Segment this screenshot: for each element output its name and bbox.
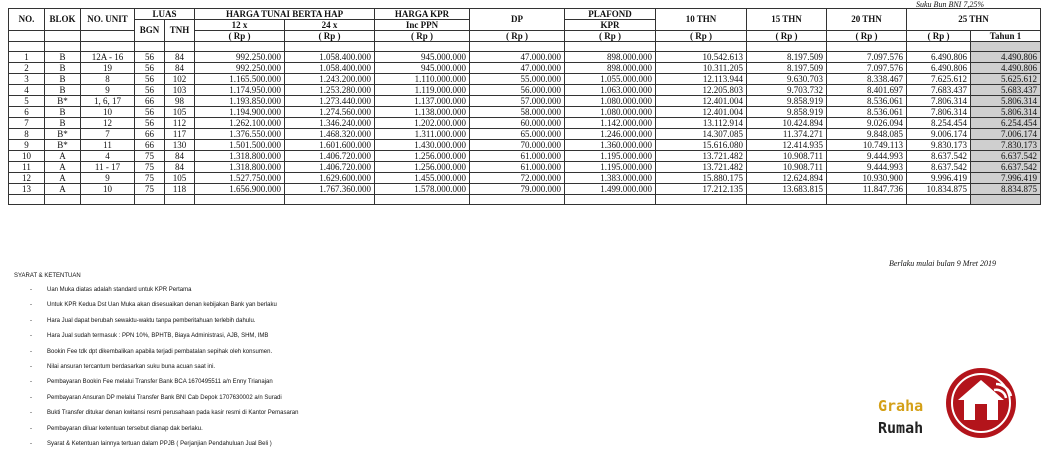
cell-plafond: 1.055.000.000 [565, 74, 656, 85]
cell-tunai-24x: 1.601.600.000 [285, 140, 375, 151]
cell-blok: B [45, 52, 81, 63]
cell-tnh: 117 [165, 129, 195, 140]
cell-20-thn: 9.444.993 [827, 162, 907, 173]
table-row [9, 96, 1041, 107]
term-item [30, 332, 670, 347]
cell-10-thn: 15.616.080 [656, 140, 747, 151]
header-row-1 [9, 9, 1041, 20]
cell-dp: 72.000.000 [470, 173, 565, 184]
cell-harga-kpr: 1.137.000.000 [375, 96, 470, 107]
cell-no: 3 [9, 74, 45, 85]
cell-tunai-12x: 992.250.000 [195, 52, 285, 63]
header-12x: 12 x [195, 20, 285, 31]
term-item [30, 348, 670, 363]
cell-no: 2 [9, 63, 45, 74]
cell-tahun-1: 7.006.174 [971, 129, 1041, 140]
bullet-dash: - [30, 287, 32, 293]
cell-no-unit: 11 - 17 [81, 162, 135, 173]
cell-tahun-1: 7.830.173 [971, 140, 1041, 151]
cell-dp: 58.000.000 [470, 107, 565, 118]
header-kpr: KPR [565, 20, 656, 31]
cell-harga-kpr: 945.000.000 [375, 52, 470, 63]
graha-rumah-logo [878, 366, 1018, 450]
logo-text-graha: Graha [878, 397, 924, 415]
cell-20-thn: 8.401.697 [827, 85, 907, 96]
cell-no-unit: 1, 6, 17 [81, 96, 135, 107]
cell-tnh: 98 [165, 96, 195, 107]
header-blok-blank [45, 31, 81, 42]
cell-tunai-24x: 1.274.560.000 [285, 107, 375, 118]
cell-10-thn: 10.311.205 [656, 63, 747, 74]
cell-bgn: 66 [135, 129, 165, 140]
cell-15-thn: 9.858.919 [747, 96, 827, 107]
cell-tnh: 105 [165, 173, 195, 184]
cell-tahun-1: 8.834.875 [971, 184, 1041, 195]
cell-no: 1 [9, 52, 45, 63]
bullet-dash: - [30, 440, 32, 447]
cell-harga-kpr: 1.578.000.000 [375, 184, 470, 195]
term-item [30, 394, 670, 409]
cell-dp: 47.000.000 [470, 63, 565, 74]
cell-dp: 61.000.000 [470, 162, 565, 173]
term-text: Bookin Fee tdk dpt dikembalikan apabila terjadi pembatalan sepihak oleh konsumen. [47, 348, 273, 355]
cell-bgn: 75 [135, 151, 165, 162]
cell-no: 7 [9, 118, 45, 129]
cell-no: 12 [9, 173, 45, 184]
terms-title: SYARAT & KETENTUAN [14, 273, 81, 279]
cell-plafond: 1.080.000.000 [565, 96, 656, 107]
cell-blok: B [45, 74, 81, 85]
cell-no-unit: 12 [81, 118, 135, 129]
cell-plafond: 1.383.000.000 [565, 173, 656, 184]
cell-plafond: 1.246.000.000 [565, 129, 656, 140]
cell-15-thn: 10.908.711 [747, 162, 827, 173]
header-rp-10: ( Rp ) [656, 31, 747, 42]
cell-20-thn: 10.930.900 [827, 173, 907, 184]
cell-tnh: 84 [165, 52, 195, 63]
term-text: Untuk KPR Kedua Dst Uan Muka akan disesuaikan denan kebijakan Bank yan berlaku [47, 302, 277, 309]
cell-tahun-1: 6.637.542 [971, 151, 1041, 162]
cell-tnh: 84 [165, 162, 195, 173]
cell-blok: B [45, 107, 81, 118]
cell-tahun-1: 5.683.437 [971, 85, 1041, 96]
cell-blok: B [45, 85, 81, 96]
cell-blok: B* [45, 140, 81, 151]
header-rp-plafond: ( Rp ) [565, 31, 656, 42]
cell-plafond: 1.499.000.000 [565, 184, 656, 195]
cell-25-thn: 7.806.314 [907, 96, 971, 107]
cell-plafond: 1.360.000.000 [565, 140, 656, 151]
cell-plafond: 898.000.000 [565, 63, 656, 74]
cell-harga-kpr: 945.000.000 [375, 63, 470, 74]
cell-tnh: 105 [165, 107, 195, 118]
cell-no-unit: 19 [81, 63, 135, 74]
cell-bgn: 66 [135, 140, 165, 151]
cell-25-thn: 8.637.542 [907, 162, 971, 173]
cell-bgn: 56 [135, 107, 165, 118]
header-15-thn: 15 THN [747, 9, 827, 31]
cell-blok: A [45, 173, 81, 184]
cell-tunai-12x: 1.194.900.000 [195, 107, 285, 118]
cell-no-unit: 8 [81, 74, 135, 85]
cell-dp: 60.000.000 [470, 118, 565, 129]
table-row [9, 107, 1041, 118]
bullet-dash: - [30, 302, 32, 309]
cell-tnh: 118 [165, 184, 195, 195]
cell-15-thn: 13.683.815 [747, 184, 827, 195]
cell-tunai-12x: 992.250.000 [195, 63, 285, 74]
cell-tunai-12x: 1.656.900.000 [195, 184, 285, 195]
term-text: Nilai ansuran tercantum berdasarkan suku buna acuan saat ini. [47, 363, 216, 370]
cell-15-thn: 10.908.711 [747, 151, 827, 162]
cell-15-thn: 10.424.894 [747, 118, 827, 129]
header-harga-tunai: HARGA TUNAI BERTA HAP [195, 9, 375, 20]
cell-10-thn: 13.721.482 [656, 151, 747, 162]
cell-dp: 57.000.000 [470, 96, 565, 107]
cell-10-thn: 14.307.085 [656, 129, 747, 140]
cell-bgn: 75 [135, 184, 165, 195]
cell-tahun-1: 5.806.314 [971, 96, 1041, 107]
cell-no-unit: 7 [81, 129, 135, 140]
cell-tnh: 130 [165, 140, 195, 151]
cell-tunai-12x: 1.262.100.000 [195, 118, 285, 129]
cell-25-thn: 9.830.173 [907, 140, 971, 151]
cell-20-thn: 9.026.094 [827, 118, 907, 129]
blank-row [9, 195, 1041, 205]
header-rp-kpr: ( Rp ) [375, 31, 470, 42]
bullet-dash: - [30, 425, 32, 432]
cell-harga-kpr: 1.430.000.000 [375, 140, 470, 151]
term-text: Bukti Transfer ditukar denan kwitansi resmi perusahaan pada kasir resmi di Kantor Pemasaran [47, 410, 299, 417]
cell-tunai-24x: 1.243.200.000 [285, 74, 375, 85]
term-item [30, 363, 670, 378]
cell-10-thn: 13.112.914 [656, 118, 747, 129]
cell-blok: A [45, 184, 81, 195]
header-20-thn: 20 THN [827, 9, 907, 31]
cell-10-thn: 10.542.613 [656, 52, 747, 63]
cell-dp: 65.000.000 [470, 129, 565, 140]
cell-tahun-1: 7.996.419 [971, 173, 1041, 184]
cell-20-thn: 8.338.467 [827, 74, 907, 85]
table-row [9, 85, 1041, 96]
cell-no: 4 [9, 85, 45, 96]
bullet-dash: - [30, 394, 32, 401]
term-item [30, 301, 670, 316]
cell-tunai-12x: 1.174.950.000 [195, 85, 285, 96]
cell-dp: 79.000.000 [470, 184, 565, 195]
cell-20-thn: 7.097.576 [827, 52, 907, 63]
cell-20-thn: 9.848.085 [827, 129, 907, 140]
cell-10-thn: 12.401.004 [656, 96, 747, 107]
cell-bgn: 56 [135, 63, 165, 74]
cell-no: 9 [9, 140, 45, 151]
header-harga-kpr: HARGA KPR [375, 9, 470, 20]
cell-harga-kpr: 1.119.000.000 [375, 85, 470, 96]
cell-tunai-24x: 1.406.720.000 [285, 151, 375, 162]
cell-no-unit: 11 [81, 140, 135, 151]
cell-bgn: 66 [135, 96, 165, 107]
cell-tunai-12x: 1.527.750.000 [195, 173, 285, 184]
blank-row [9, 42, 1041, 52]
header-no-unit: NO. UNIT [81, 9, 135, 31]
cell-tunai-12x: 1.165.500.000 [195, 74, 285, 85]
table-row [9, 63, 1041, 74]
cell-25-thn: 6.490.806 [907, 52, 971, 63]
cell-20-thn: 9.444.993 [827, 151, 907, 162]
cell-blok: A [45, 151, 81, 162]
bullet-dash: - [30, 333, 32, 340]
bullet-dash: - [30, 348, 32, 355]
cell-20-thn: 11.847.736 [827, 184, 907, 195]
cell-no: 5 [9, 96, 45, 107]
cell-harga-kpr: 1.256.000.000 [375, 151, 470, 162]
cell-10-thn: 17.212.135 [656, 184, 747, 195]
cell-25-thn: 10.834.875 [907, 184, 971, 195]
table-row [9, 74, 1041, 85]
term-item [30, 440, 670, 455]
cell-dp: 70.000.000 [470, 140, 565, 151]
term-item [30, 286, 670, 301]
header-unit-blank [81, 31, 135, 42]
header-plafond: PLAFOND [565, 9, 656, 20]
cell-no: 13 [9, 184, 45, 195]
table-row [9, 129, 1041, 140]
cell-plafond: 1.063.000.000 [565, 85, 656, 96]
term-item [30, 425, 670, 440]
cell-dp: 56.000.000 [470, 85, 565, 96]
cell-25-thn: 7.683.437 [907, 85, 971, 96]
bullet-dash: - [30, 317, 32, 324]
cell-no-unit: 10 [81, 107, 135, 118]
cell-harga-kpr: 1.455.000.000 [375, 173, 470, 184]
cell-15-thn: 12.624.894 [747, 173, 827, 184]
bullet-dash: - [30, 363, 32, 370]
cell-20-thn: 8.536.061 [827, 96, 907, 107]
cell-15-thn: 8.197.509 [747, 63, 827, 74]
cell-25-thn: 7.625.612 [907, 74, 971, 85]
cell-10-thn: 12.113.944 [656, 74, 747, 85]
header-no: NO. [9, 9, 45, 31]
term-text: Hara Jual dapat berubah sewaktu-waktu tanpa pemberitahuan terlebih dahulu. [47, 317, 256, 324]
cell-plafond: 898.000.000 [565, 52, 656, 63]
cell-10-thn: 15.880.175 [656, 173, 747, 184]
cell-plafond: 1.142.000.000 [565, 118, 656, 129]
cell-tunai-24x: 1.767.360.000 [285, 184, 375, 195]
cell-no: 10 [9, 151, 45, 162]
cell-15-thn: 9.703.732 [747, 85, 827, 96]
cell-15-thn: 8.197.509 [747, 52, 827, 63]
cell-tahun-1: 6.254.454 [971, 118, 1041, 129]
header-rp-12x: ( Rp ) [195, 31, 285, 42]
cell-25-thn: 9.006.174 [907, 129, 971, 140]
price-table [8, 8, 1041, 205]
cell-no: 8 [9, 129, 45, 140]
cell-15-thn: 9.630.703 [747, 74, 827, 85]
cell-15-thn: 11.374.271 [747, 129, 827, 140]
header-rp-25: ( Rp ) [907, 31, 971, 42]
term-text: Pembayaran diluar ketentuan tersebut dianap dak berlaku. [47, 425, 203, 432]
cell-tunai-24x: 1.058.400.000 [285, 52, 375, 63]
cell-dp: 55.000.000 [470, 74, 565, 85]
interest-rate-note: Suku Bun BNI 7,25% [916, 0, 984, 9]
cell-no: 6 [9, 107, 45, 118]
table-row [9, 184, 1041, 195]
cell-tunai-12x: 1.501.500.000 [195, 140, 285, 151]
term-text: Uan Muka diatas adalah standard untuk KPR Pertama [47, 287, 192, 293]
term-text: Pembayaran Ansuran DP melalui Transfer Bank BNI Cab Depok 1707630002 a/n Suradi [47, 394, 282, 401]
cell-tunai-24x: 1.346.240.000 [285, 118, 375, 129]
cell-10-thn: 12.401.004 [656, 107, 747, 118]
header-blok: BLOK [45, 9, 81, 31]
cell-no-unit: 9 [81, 173, 135, 184]
bullet-dash: - [30, 379, 32, 386]
header-inc-ppn: Inc PPN [375, 20, 470, 31]
term-item [30, 378, 670, 393]
header-25-thn: 25 THN [907, 9, 1041, 31]
cell-25-thn: 8.254.454 [907, 118, 971, 129]
cell-tnh: 112 [165, 118, 195, 129]
cell-tunai-24x: 1.253.280.000 [285, 85, 375, 96]
cell-blok: B [45, 63, 81, 74]
table-row [9, 151, 1041, 162]
cell-tahun-1: 5.806.314 [971, 107, 1041, 118]
cell-plafond: 1.080.000.000 [565, 107, 656, 118]
cell-tunai-12x: 1.193.850.000 [195, 96, 285, 107]
bullet-dash: - [30, 410, 32, 417]
cell-bgn: 56 [135, 74, 165, 85]
cell-bgn: 56 [135, 52, 165, 63]
header-rp-24x: ( Rp ) [285, 31, 375, 42]
cell-10-thn: 12.205.803 [656, 85, 747, 96]
cell-tunai-24x: 1.273.440.000 [285, 96, 375, 107]
cell-harga-kpr: 1.256.000.000 [375, 162, 470, 173]
cell-no-unit: 12A - 16 [81, 52, 135, 63]
cell-25-thn: 6.490.806 [907, 63, 971, 74]
term-text: Hara Jual sudah termasuk : PPN 10%, BPHTB, Biaya Administrasi, AJB, SHM, IMB [47, 333, 269, 340]
cell-10-thn: 13.721.482 [656, 162, 747, 173]
cell-no-unit: 9 [81, 85, 135, 96]
header-no-blank [9, 31, 45, 42]
cell-blok: B [45, 118, 81, 129]
header-rp-15: ( Rp ) [747, 31, 827, 42]
cell-harga-kpr: 1.202.000.000 [375, 118, 470, 129]
cell-blok: B* [45, 129, 81, 140]
header-bgn: BGN [135, 20, 165, 42]
cell-tahun-1: 4.490.806 [971, 52, 1041, 63]
cell-plafond: 1.195.000.000 [565, 151, 656, 162]
cell-15-thn: 9.858.919 [747, 107, 827, 118]
cell-harga-kpr: 1.110.000.000 [375, 74, 470, 85]
logo-text-rumah: Rumah [878, 419, 924, 437]
table-row [9, 140, 1041, 151]
cell-tunai-12x: 1.318.800.000 [195, 151, 285, 162]
cell-tahun-1: 4.490.806 [971, 63, 1041, 74]
cell-25-thn: 9.996.419 [907, 173, 971, 184]
header-tnh: TNH [165, 20, 195, 42]
cell-25-thn: 8.637.542 [907, 151, 971, 162]
header-24x: 24 x [285, 20, 375, 31]
cell-no-unit: 10 [81, 184, 135, 195]
header-dp: DP [470, 9, 565, 31]
cell-tunai-12x: 1.376.550.000 [195, 129, 285, 140]
cell-20-thn: 8.536.061 [827, 107, 907, 118]
table-row [9, 52, 1041, 63]
header-tahun-1: Tahun 1 [971, 31, 1041, 42]
cell-dp: 61.000.000 [470, 151, 565, 162]
cell-no: 11 [9, 162, 45, 173]
terms-list [30, 286, 670, 455]
table-row [9, 162, 1041, 173]
term-item [30, 409, 670, 424]
cell-plafond: 1.195.000.000 [565, 162, 656, 173]
table-row [9, 173, 1041, 184]
header-10-thn: 10 THN [656, 9, 747, 31]
cell-blok: A [45, 162, 81, 173]
table-row [9, 118, 1041, 129]
cell-bgn: 56 [135, 118, 165, 129]
cell-tnh: 103 [165, 85, 195, 96]
house-icon [944, 366, 1018, 440]
header-rp-dp: ( Rp ) [470, 31, 565, 42]
cell-bgn: 56 [135, 85, 165, 96]
cell-harga-kpr: 1.138.000.000 [375, 107, 470, 118]
cell-bgn: 75 [135, 173, 165, 184]
cell-no-unit: 4 [81, 151, 135, 162]
term-text: Pembayaran Bookin Fee melalui Transfer Bank BCA 1670495511 a/n Enny Trianajan [47, 379, 273, 386]
cell-tunai-24x: 1.629.600.000 [285, 173, 375, 184]
cell-tunai-12x: 1.318.800.000 [195, 162, 285, 173]
term-text: Syarat & Ketentuan lainnya tertuan dalam PPJB ( Perjanjian Pendahuluan Jual Beli ) [47, 440, 272, 447]
cell-harga-kpr: 1.311.000.000 [375, 129, 470, 140]
cell-tunai-24x: 1.058.400.000 [285, 63, 375, 74]
header-rp-20: ( Rp ) [827, 31, 907, 42]
cell-tahun-1: 6.637.542 [971, 162, 1041, 173]
validity-note: Berlaku mulai bulan 9 Mret 2019 [888, 259, 996, 268]
cell-bgn: 75 [135, 162, 165, 173]
cell-15-thn: 12.414.935 [747, 140, 827, 151]
cell-tunai-24x: 1.406.720.000 [285, 162, 375, 173]
cell-25-thn: 7.806.314 [907, 107, 971, 118]
cell-dp: 47.000.000 [470, 52, 565, 63]
cell-blok: B* [45, 96, 81, 107]
cell-tnh: 84 [165, 151, 195, 162]
cell-20-thn: 7.097.576 [827, 63, 907, 74]
header-luas: LUAS [135, 9, 195, 20]
cell-tahun-1: 5.625.612 [971, 74, 1041, 85]
term-item [30, 317, 670, 332]
cell-tunai-24x: 1.468.320.000 [285, 129, 375, 140]
cell-tnh: 102 [165, 74, 195, 85]
cell-20-thn: 10.749.113 [827, 140, 907, 151]
cell-tnh: 84 [165, 63, 195, 74]
